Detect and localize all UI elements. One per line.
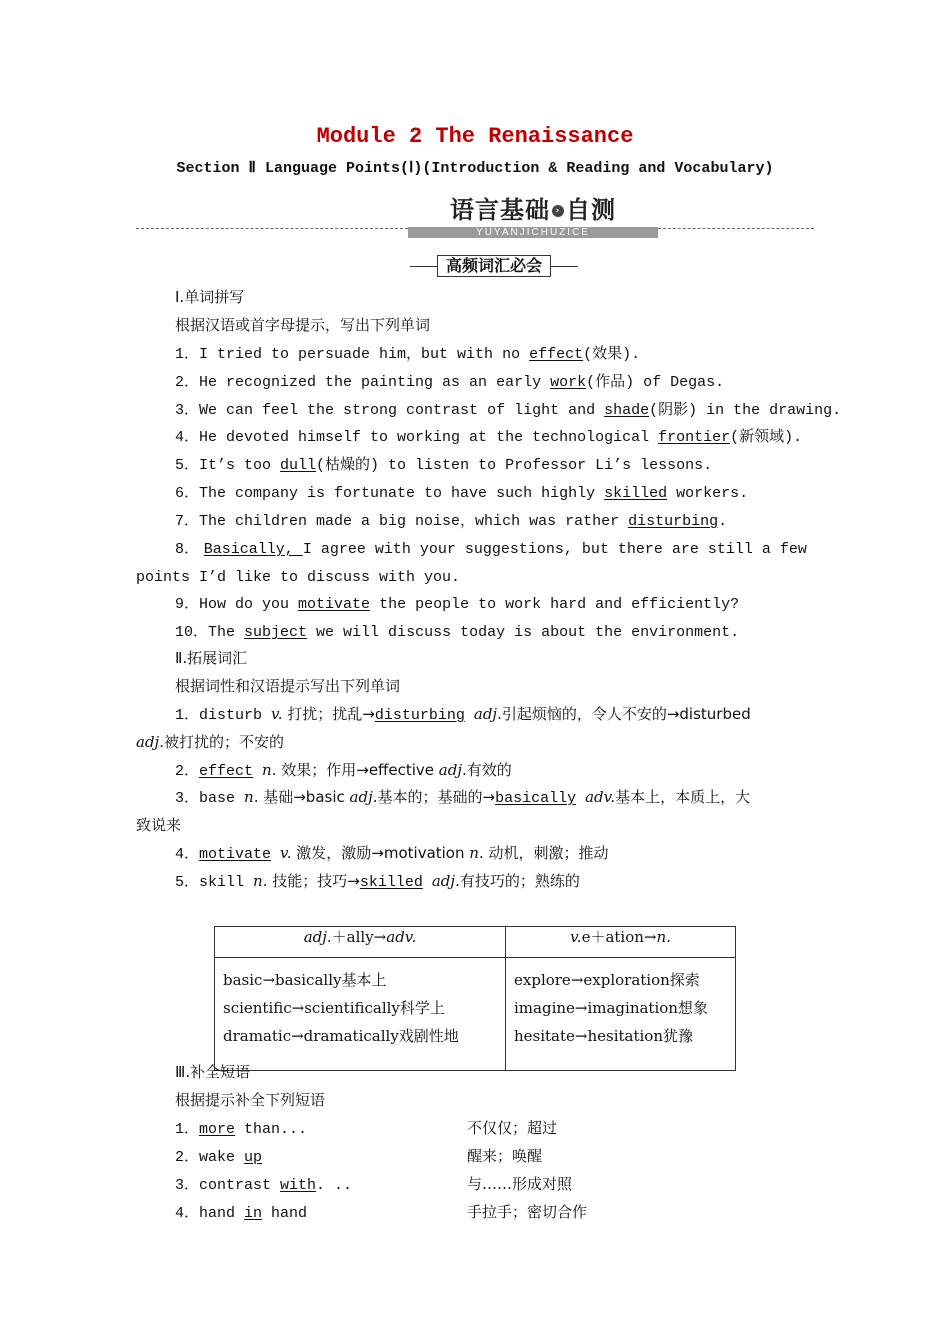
list-item: 1．disturb v. 打扰；扰乱→disturbing adj.引起烦恼的，令人不安的→disturbed (175, 705, 751, 724)
answer-word: subject (244, 624, 308, 641)
table-cell-left: basic→basically基本上 scientific→scientifically科学上 dramatic→dramatically戏剧性地 (215, 958, 506, 1071)
banner-text-a: 语言基础 (450, 196, 550, 224)
table-cell-right: explore→exploration探索 imagine→imagination想象 hesitate→hesitation犹豫 (506, 958, 736, 1071)
answer-word: up (244, 1149, 263, 1166)
phrase-meaning: 不仅仅；超过 (467, 1119, 558, 1137)
part2-heading: Ⅱ.拓展词汇 (175, 649, 248, 667)
list-item-continuation: points I’d like to discuss with you. (136, 569, 461, 586)
answer-word: in (244, 1205, 263, 1222)
document-title: Module 2 The Renaissance (316, 124, 634, 149)
answer-word: dull (280, 457, 317, 474)
banner-pinyin: YUYANJICHUZICE (408, 227, 658, 238)
phrase-meaning: 醒来；唤醒 (467, 1147, 543, 1165)
answer-word: disturbing (628, 513, 719, 530)
list-item: 4．He devoted himself to working at the technological frontier(新领域). (175, 429, 803, 446)
list-item: 3．We can feel the strong contrast of light and shade(阴影) in the drawing. (175, 402, 842, 419)
answer-word: frontier (658, 429, 731, 446)
answer-word: more (199, 1121, 236, 1138)
banner-dashed-rule-left (136, 228, 408, 229)
list-item: 8． Basically, I agree with your suggestions, but there are still a few (175, 541, 807, 558)
list-item-continuation: 致说来 (136, 816, 182, 834)
list-item: 2．effect n. 效果；作用→effective adj.有效的 (175, 761, 512, 780)
answer-word: Basically, (203, 541, 303, 558)
answer-word: work (550, 374, 587, 391)
section-tag-label: 高频词汇必会 (437, 255, 551, 277)
answer-word: skilled (359, 874, 423, 891)
part3-instruction: 根据提示补全下列短语 (175, 1091, 326, 1109)
section-tag (410, 255, 578, 279)
section-banner (408, 190, 658, 236)
list-item: 4．hand in hand (175, 1205, 308, 1222)
answer-word: skilled (604, 485, 668, 502)
answer-word: motivate (298, 596, 371, 613)
list-item: 5．It’s too dull(枯燥的) to listen to Professor Li’s lessons. (175, 457, 713, 474)
list-item: 7．The children made a big noise，which was rather disturbing. (175, 513, 728, 530)
arrow-dot-icon: › (552, 205, 564, 217)
answer-word: effect (199, 763, 254, 780)
table-header-right: v.e＋ation→n. (506, 927, 736, 958)
list-item: 9．How do you motivate the people to work hard and efficiently? (175, 596, 740, 613)
part2-instruction: 根据词性和汉语提示写出下列单词 (175, 677, 401, 695)
list-item: 6．The company is fortunate to have such highly skilled workers. (175, 485, 749, 502)
list-item: 1．I tried to persuade him，but with no effect(效果). (175, 346, 641, 363)
list-item: 2．He recognized the painting as an early work(作品) of Degas. (175, 374, 725, 391)
phrase-meaning: 手拉手；密切合作 (467, 1203, 588, 1221)
answer-word: with (280, 1177, 317, 1194)
answer-word: disturbing (374, 707, 465, 724)
section-subtitle: Section Ⅱ Language Points(Ⅰ)(Introduction & Reading and Vocabulary) (176, 160, 774, 177)
table-header-left: adj.＋ally→adv. (215, 927, 506, 958)
part3-heading: Ⅲ.补全短语 (175, 1063, 251, 1081)
list-item-continuation: adj.被打扰的；不安的 (136, 733, 284, 751)
answer-word: effect (529, 346, 584, 363)
part1-instruction: 根据汉语或首字母提示，写出下列单词 (175, 316, 431, 334)
list-item: 10．The subject we will discuss today is about the environment. (175, 624, 740, 641)
list-item: 3．base n. 基础→basic adj.基本的；基础的→basically adv.基本上，本质上，大 (175, 788, 751, 807)
answer-word: motivate (199, 846, 272, 863)
answer-word: basically (495, 790, 577, 807)
list-item: 1．more than... (175, 1121, 308, 1138)
list-item: 3．contrast with. .. (175, 1177, 353, 1194)
table-header-row (215, 927, 736, 958)
word-formation-table (214, 926, 736, 1071)
phrase-meaning: 与……形成对照 (467, 1175, 573, 1193)
banner-text-b: 自测 (566, 196, 616, 224)
list-item: 5．skill n. 技能；技巧→skilled adj.有技巧的；熟练的 (175, 872, 580, 891)
answer-word: shade (604, 402, 650, 419)
list-item: 4．motivate v. 激发，激励→motivation n. 动机，刺激；推动 (175, 844, 609, 863)
table-row (215, 958, 736, 1071)
banner-dashed-rule-right (658, 228, 814, 229)
list-item: 2．wake up (175, 1149, 263, 1166)
part1-heading: Ⅰ.单词拼写 (175, 288, 245, 306)
